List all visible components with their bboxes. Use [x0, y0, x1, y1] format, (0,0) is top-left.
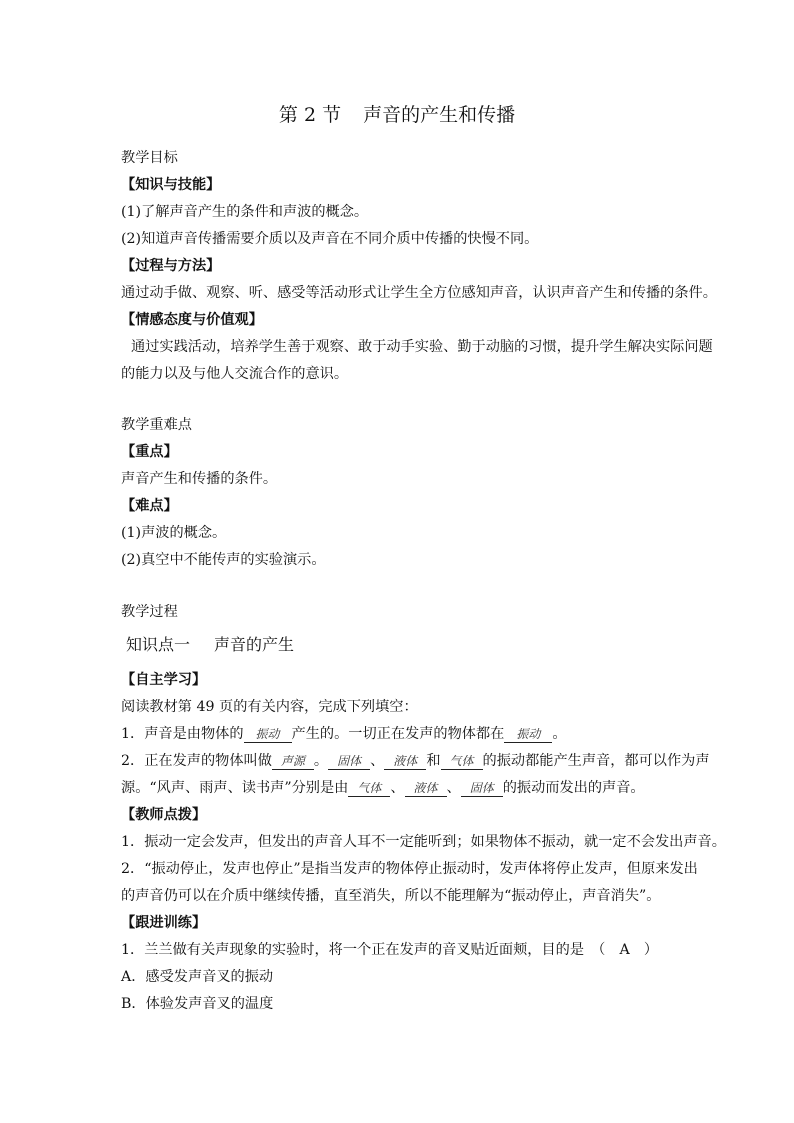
process-heading: 【过程与方法】	[121, 258, 221, 274]
answer-blank: 声源	[272, 753, 314, 770]
teacher-note-cont: 的声音仍可以在介质中继续传播，直至消失，所以不能理解为“振动停止，声音消失”。	[121, 888, 661, 904]
section-name: 声音的产生和传播	[363, 104, 516, 126]
answer-blank: 振动	[244, 726, 292, 743]
fill-question-2-cont: 源。“风声、雨声、读书声”分别是由 气体 、 液体 、 固体 的振动而发出的声音。	[121, 780, 645, 796]
emotion-text: 的能力以及与他人交流合作的意识。	[121, 366, 349, 382]
answer-blank: 固体	[328, 753, 370, 770]
answer-blank: 振动	[504, 726, 552, 743]
training-question: 1．兰兰做有关声现象的实验时，将一个正在发声的音叉贴近面颊，目的是 （ A ）	[121, 942, 659, 958]
difficulty-item: (1)声波的概念。	[121, 525, 227, 541]
answer-blank: 气体	[441, 753, 483, 770]
answer-blank: 液体	[405, 780, 447, 797]
emotion-text: 通过实践活动，培养学生善于观察、敢于动手实验、勤于动脑的习惯，提升学生解决实际问题	[131, 339, 713, 355]
option-b: B．体验发声音叉的温度	[121, 996, 274, 1012]
teacher-note: 1．振动一定会发声，但发出的声音人耳不一定能听到；如果物体不振动，就一定不会发出声音。	[121, 834, 726, 850]
teacher-note: 2．“振动停止，发声也停止”是指当发声的物体停止振动时，发声体将停止发声，但原来发出	[121, 861, 698, 877]
answer-blank: 气体	[348, 780, 390, 797]
process-section-heading: 教学过程	[121, 604, 178, 620]
option-a: A．感受发声音叉的振动	[121, 969, 274, 985]
self-study-heading: 【自主学习】	[121, 672, 207, 688]
process-text: 通过动手做、观察、听、感受等活动形式让学生全方位感知声音，认识声音产生和传播的条件。	[121, 285, 717, 301]
teacher-heading: 【教师点拨】	[121, 807, 207, 823]
fill-question-2: 2．正在发声的物体叫做 声源 。 固体 、 液体 和 气体 的振动都能产生声音，都可以作为声	[121, 753, 710, 769]
knowledge-point-title	[126, 635, 294, 655]
self-study-intro: 阅读教材第 49 页的有关内容，完成下列填空：	[121, 699, 418, 715]
goals-heading: 教学目标	[121, 150, 178, 166]
emotion-heading: 【情感态度与价值观】	[121, 312, 263, 328]
fill-question-1: 1．声音是由物体的 振动 产生的。一切正在发声的物体都在 振动 。	[121, 726, 567, 742]
answer-blank: 固体	[461, 780, 503, 797]
knowledge-point-label: 知识点一	[126, 635, 191, 654]
page-title	[0, 103, 794, 127]
difficulty-heading: 【难点】	[121, 498, 178, 514]
answer-blank: 液体	[384, 753, 426, 770]
keypoints-heading: 教学重难点	[121, 417, 192, 433]
focus-text: 声音产生和传播的条件。	[121, 471, 278, 487]
knowledge-item: (2)知道声音传播需要介质以及声音在不同介质中传播的快慢不同。	[121, 231, 539, 247]
knowledge-point-name: 声音的产生	[214, 635, 295, 654]
section-number: 第 2 节	[278, 104, 342, 126]
difficulty-item: (2)真空中不能传声的实验演示。	[121, 552, 326, 568]
knowledge-item: (1)了解声音产生的条件和声波的概念。	[121, 204, 369, 220]
knowledge-heading: 【知识与技能】	[121, 177, 221, 193]
focus-heading: 【重点】	[121, 444, 178, 460]
training-heading: 【跟进训练】	[121, 915, 207, 931]
